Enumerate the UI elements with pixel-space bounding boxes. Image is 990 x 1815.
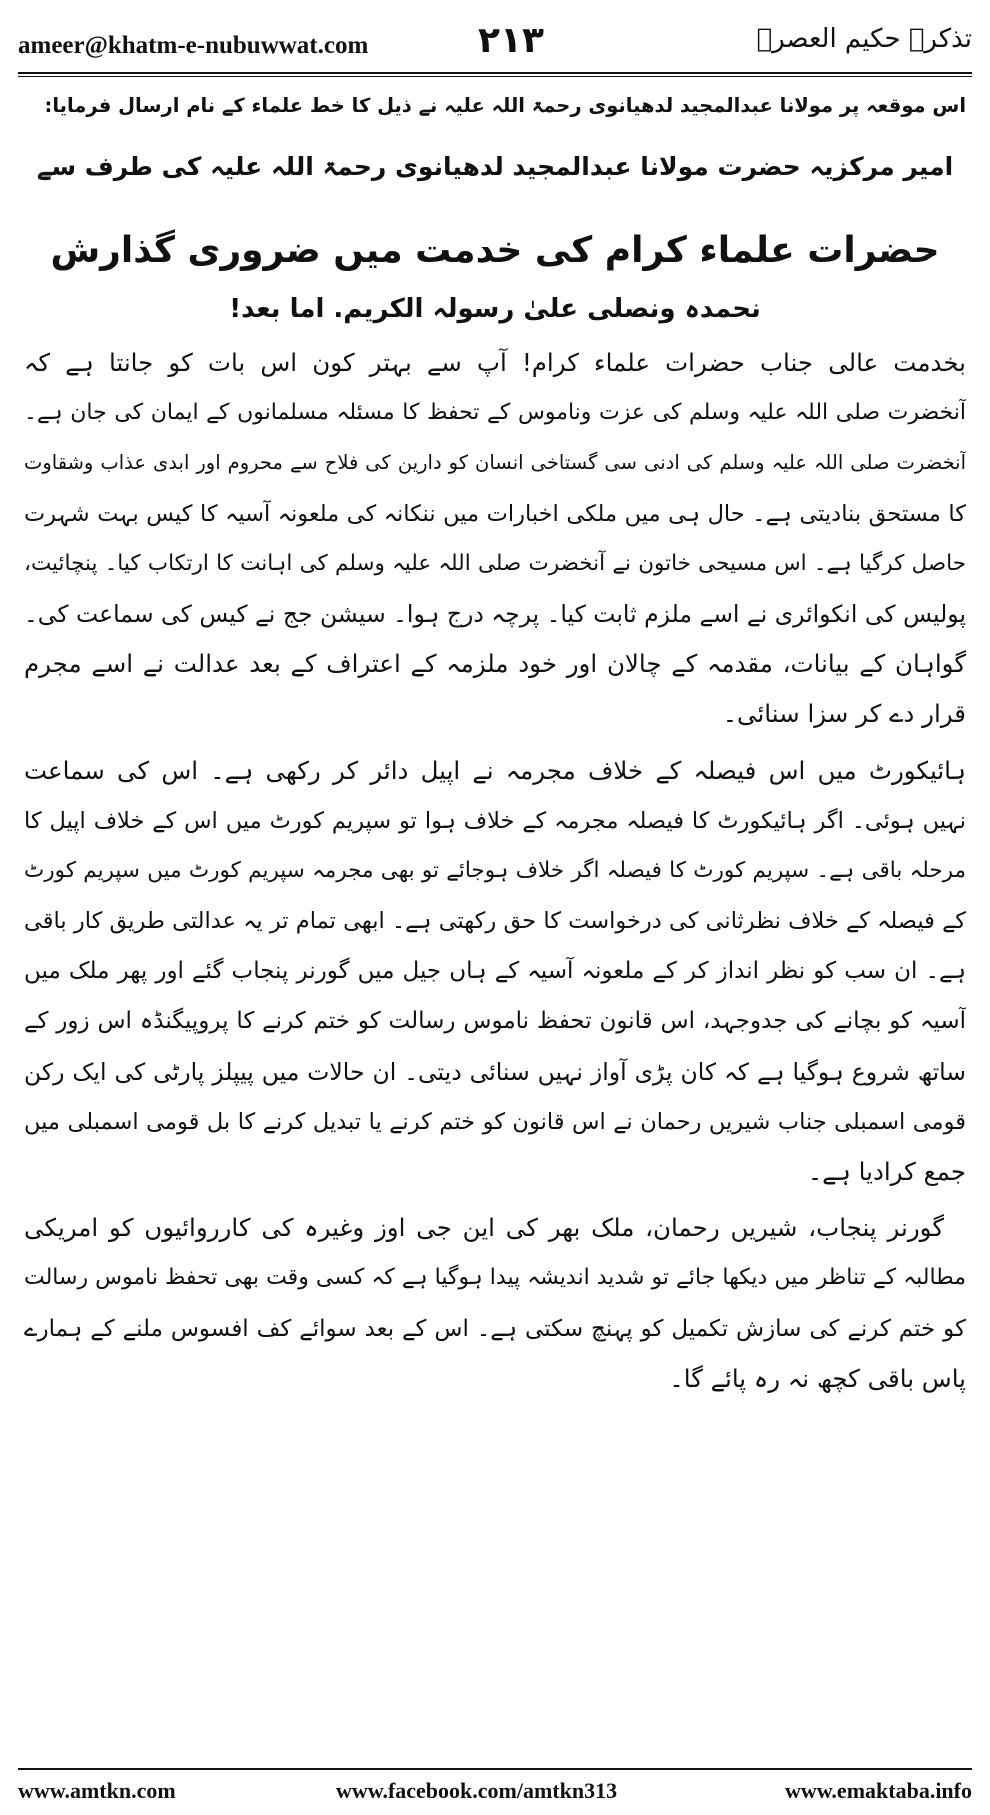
page-header <box>18 18 972 62</box>
body-line: گورنر پنجاب، شیریں رحمان، ملک بھر کی این جی اوز وغیرہ کی کارروائیوں کو امریکی <box>24 1213 944 1243</box>
body-line: مرحلہ باقی ہے۔ سپریم کورٹ کا فیصلہ اگر خلاف ہوجائے تو بھی مجرمہ سپریم کورٹ میں سپریم کورٹ <box>24 857 966 883</box>
body-line: کو ختم کرنے کی سازش تکمیل کو پہنچ سکتی ہے۔ اس کے بعد سوائے کف افسوس ملنے کے ہمارے <box>24 1315 966 1342</box>
body-line: حاصل کرگیا ہے۔ اس مسیحی خاتون نے آنخضرت صلی اللہ علیہ وسلم کی اہانت کا ارتکاب کیا۔ پنچائیت، <box>24 550 966 576</box>
body-line: ساتھ شروع ہوگیا ہے کہ کان پڑی آواز نہیں سنائی دیتی۔ ان حالات میں پیپلز پارٹی کی ایک رکن <box>24 1057 966 1086</box>
letter-body <box>24 338 966 1404</box>
salutation: نحمدہ ونصلی علیٰ رسولہ الکریم. اما بعد! <box>229 294 761 324</box>
page-number: ۲۱۳ <box>478 20 544 61</box>
header-rule-thin <box>18 76 972 77</box>
body-line: بخدمت عالی جناب حضرات علماء کرام! آپ سے بہتر کون اس بات کو جانتا ہے کہ <box>24 348 966 377</box>
intro-line: اس موقعہ پر مولانا عبدالمجید لدھیانوی رحمۃ اللہ علیہ نے ذیل کا خط علماء کے نام ارسال فرمایا: <box>44 94 966 117</box>
body-line: پاس باقی کچھ نہ رہ پائے گا۔ <box>669 1363 966 1393</box>
body-line: گواہان کے بیانات، مقدمہ کے چالان اور خود ملزمہ کے اعتراف کے بعد عدالت نے اسے مجرم <box>24 649 966 679</box>
body-line: قومی اسمبلی جناب شیریں رحمان نے اس قانون کو ختم کرنے یا تبدیل کرنے کا بل قومی اسمبلی میں <box>24 1108 966 1135</box>
letter-heading-line-2: حضرات علماء کرام کی خدمت میں ضروری گذارش <box>50 230 940 271</box>
body-line: ہائیکورٹ میں اس فیصلہ کے خلاف مجرمہ نے اپیل دائر کر رکھی ہے۔ اس کی سماعت <box>24 755 966 785</box>
body-line: قرار دے کر سزا سنائی۔ <box>722 699 966 729</box>
footer-link-facebook[interactable]: www.facebook.com/amtkn313 <box>336 1778 618 1803</box>
body-line: نہیں ہوئی۔ اگر ہائیکورٹ کا فیصلہ مجرمہ کے خلاف ہوا تو سپریم کورٹ میں اس کے خلاف اپیل کا <box>24 807 966 834</box>
body-line: آنخضرت صلی اللہ علیہ وسلم کی عزت وناموس کے تحفظ کا مسئلہ مسلمانوں کے ایمان کی جان ہے۔ <box>24 400 966 426</box>
body-line: کے فیصلہ کے خلاف نظرثانی کی درخواست کا حق رکھتی ہے۔ ابھی تمام تر یہ عدالتی طریق کار باقی <box>24 908 966 935</box>
header-rule <box>18 72 972 74</box>
book-title: تذکرہ حکیم العصرؒ <box>756 24 972 54</box>
body-line: آنخضرت صلی اللہ علیہ وسلم کی ادنی سی گستاخی انسان کو دارین کی فلاح سے محروم اور ابدی عذاب وشقاوت <box>24 451 966 475</box>
body-line: ہے۔ ان سب کو نظر انداز کر کے ملعونہ آسیہ کے ہاں جیل میں گورنر پنجاب گئے اور پھر ملک میں <box>24 958 966 985</box>
body-line: آسیہ کو بچانے کی جدوجہد، اس قانون تحفظ ناموس رسالت کو ختم کرنے کا پروپیگنڈہ اس زور کے <box>24 1008 966 1035</box>
header-email: ameer@khatm-e-nubuwwat.com <box>18 32 369 59</box>
body-line: کا مستحق بنادیتی ہے۔ حال ہی میں ملکی اخبارات میں ننکانہ کی ملعونہ آسیہ کا کیس بہت شہرت <box>24 500 966 527</box>
body-line: پولیس کی انکوائری نے اسے ملزم ثابت کیا۔ پرچہ درج ہوا۔ سیشن جج نے کیس کی سماعت کی۔ <box>24 599 966 628</box>
letter-heading-line-1: امیر مرکزیہ حضرت مولانا عبدالمجید لدھیانوی رحمۃ اللہ علیہ کی طرف سے <box>36 152 954 181</box>
footer-rule <box>18 1768 972 1770</box>
body-line: مطالبہ کے تناظر میں دیکھا جائے تو شدید اندیشہ پیدا ہوگیا ہے کہ کسی وقت بھی تحفظ ناموس رسالت <box>24 1265 966 1291</box>
page-footer <box>18 1778 972 1808</box>
body-line: جمع کرادیا ہے۔ <box>807 1157 966 1186</box>
footer-link-amtkn[interactable]: www.amtkn.com <box>18 1778 176 1803</box>
footer-link-emaktaba[interactable]: www.emaktaba.info <box>784 1778 972 1803</box>
